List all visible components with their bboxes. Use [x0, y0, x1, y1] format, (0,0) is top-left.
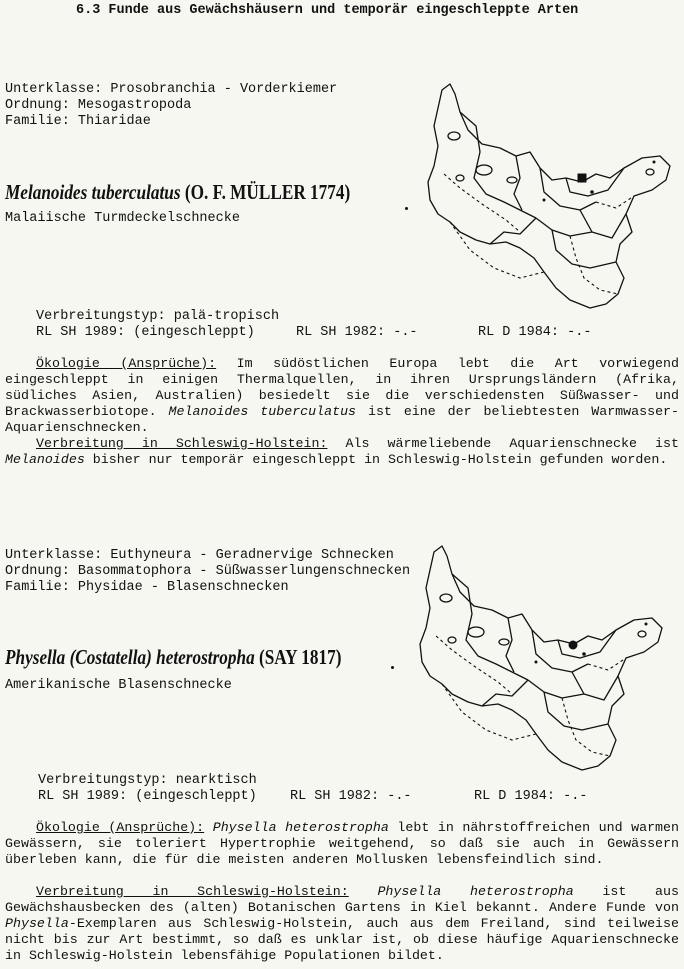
rl-sh-1982: RL SH 1982: -.-: [296, 325, 418, 340]
distribution-map: [420, 82, 682, 314]
map-island: [645, 623, 648, 626]
map-border-dashed: [450, 222, 544, 278]
map-district-line: [566, 168, 624, 196]
map-island: [543, 199, 546, 202]
oekologie-label: Ökologie (Ansprüche):: [36, 356, 217, 371]
common-name: Malaiische Turmdeckelschnecke: [5, 211, 240, 226]
map-lake: [476, 165, 492, 175]
common-name: Amerikanische Blasenschnecke: [5, 678, 232, 693]
map-island: [653, 161, 656, 164]
find-marker: [569, 641, 578, 650]
oekologie-paragraph: Ökologie (Ansprüche): Im südöstlichen Europa lebt die Art vorwiegend eingeschleppt in einigen Thermalquellen, in ihren Ursprungsländern (Afrika, südliches Asien, Australien) besiedelt sie die verschiedensten Süßwasser- und Brackwasserbiotope. Melanoides tuberculatus ist eine der beliebtesten Warmwasser-Aquarienschnecken.: [5, 356, 680, 435]
stray-dot: [405, 207, 408, 210]
map-lake: [440, 594, 452, 602]
unterklasse-line: Unterklasse: Euthyneura - Geradnervige Schnecken: [5, 548, 394, 563]
map-district-line: [540, 168, 596, 210]
map-district-line: [460, 112, 536, 218]
ordnung-line: Ordnung: Mesogastropoda: [5, 98, 192, 113]
map-district-line: [558, 630, 616, 658]
map-district-line: [482, 680, 528, 706]
species-name: [5, 645, 341, 670]
oekologie-label: Ökologie (Ansprüche):: [36, 820, 205, 835]
schleswig-holstein-map: [412, 544, 674, 776]
rl-sh-1982: RL SH 1982: -.-: [290, 789, 412, 804]
map-island: [535, 661, 538, 664]
rl-sh-1989: RL SH 1989: (eingeschleppt): [36, 325, 255, 340]
map-lake: [448, 637, 456, 643]
verbreitung-paragraph: Verbreitung in Schleswig-Holstein: Physella heterostropha ist aus Gewächshausbecken des (alten) Botanischen Gartens in Kiel bekannt. Andere Funde von Physella-Exemplaren aus Schleswig-Holstein, auch aus dem Freiland, sind teilweise nicht bis zur Art bestimmt, so daß es unklar ist, ob diese häufige Aquarienschnecke in Schleswig-Holstein lebensfähige Populationen bildet.: [5, 884, 679, 963]
map-lake: [507, 177, 517, 183]
verbreitung-label: Verbreitung in Schleswig-Holstein:: [36, 436, 328, 451]
map-lake: [646, 169, 654, 175]
map-lake: [456, 175, 464, 181]
ordnung-line: Ordnung: Basommatophora - Süßwasserlungenschnecken: [5, 564, 411, 579]
find-marker: [578, 174, 586, 182]
verbreitungstyp-line: Verbreitungstyp: palä-tropisch: [36, 309, 280, 324]
map-district-line: [490, 218, 536, 244]
species-latin-name: Melanoides tuberculatus: [5, 180, 181, 204]
map-lake: [499, 639, 509, 645]
species-author: (SAY 1817): [254, 645, 342, 669]
species-name: [5, 180, 350, 205]
map-border-dashed: [588, 658, 626, 670]
unterklasse-line: Unterklasse: Prosobranchia - Vorderkiemer: [5, 82, 338, 97]
map-district-line: [536, 214, 626, 238]
map-lake: [638, 631, 646, 637]
schleswig-holstein-map: [420, 82, 682, 314]
map-lake: [468, 627, 484, 637]
map-district-line: [580, 210, 592, 232]
map-lake: [448, 132, 460, 140]
map-district-line: [572, 672, 584, 694]
map-island: [582, 652, 586, 656]
map-border-dashed: [442, 684, 536, 740]
stray-dot: [391, 666, 394, 669]
verbreitungstyp-line: Verbreitungstyp: nearktisch: [38, 773, 257, 788]
rl-sh-1989: RL SH 1989: (eingeschleppt): [38, 789, 257, 804]
rl-d-1984: RL D 1984: -.-: [478, 325, 592, 340]
verbreitung-paragraph: Verbreitung in Schleswig-Holstein: Als wärmeliebende Aquarienschnecke ist Melanoides bisher nur temporär eingeschleppt in Schleswig-Holstein gefunden worden.: [5, 436, 679, 467]
verbreitung-label: Verbreitung in Schleswig-Holstein:: [36, 884, 349, 899]
distribution-map: [412, 544, 674, 776]
map-district-line: [528, 676, 618, 700]
species-latin-name: Physella (Costatella) heterostropha: [5, 645, 255, 669]
rl-d-1984: RL D 1984: -.-: [474, 789, 588, 804]
map-border-dashed: [596, 196, 634, 208]
species-author: (O. F. MÜLLER 1774): [180, 180, 351, 204]
map-district-line: [532, 630, 588, 672]
familie-line: Familie: Thiaridae: [5, 114, 151, 129]
section-heading: 6.3 Funde aus Gewächshäusern und temporär eingeschleppte Arten: [76, 3, 579, 18]
map-island: [590, 190, 594, 194]
oekologie-paragraph: Ökologie (Ansprüche): Physella heterostropha lebt in nährstoffreichen und warmen Gewässern, sie toleriert Hypertrophie weitgehend, so daß sie auch in Gewässern überleben kann, die für die meisten anderen Mollusken lebensfeindlich sind.: [5, 820, 679, 867]
familie-line: Familie: Physidae - Blasenschnecken: [5, 580, 289, 595]
map-district-line: [452, 574, 528, 680]
